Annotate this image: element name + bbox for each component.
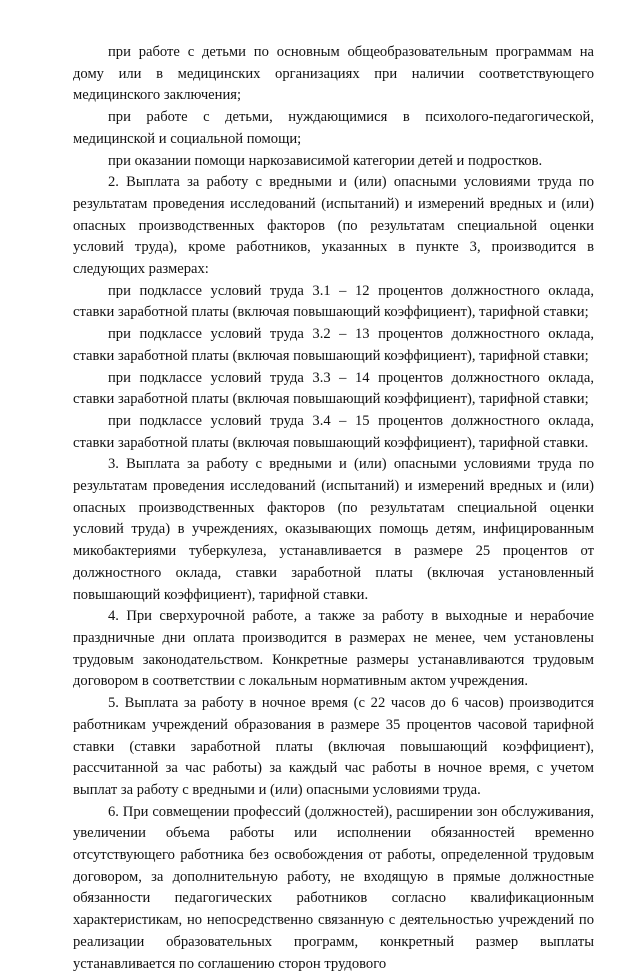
paragraph-item-4: 4. При сверхурочной работе, а также за работу в выходные и нерабочие праздничные дни оплата производится в размерах не менее, чем установлены трудовым законодательством. Конкретные размеры устанавливаются трудовым договором в соответствии с локальным нормативным актом учреждения. <box>73 608 594 690</box>
paragraph-item-2: 2. Выплата за работу с вредными и (или) опасными условиями труда по результатам проведения исследований (испытаний) и измерений вредных и (или) опасных производственных факторов (по результатам специальной оценки условий труда), кроме работников, указанных в пункте 3, производится в следующих размерах: <box>73 174 594 278</box>
paragraph-subclass-3-1: при подклассе условий труда 3.1 – 12 процентов должностного оклада, ставки заработной платы (включая повышающий коэффициент), тарифной ставки; <box>73 282 594 321</box>
paragraph-home-schooling: при работе с детьми по основным общеобразовательным программам на дому или в медицинских организациях при наличии соответствующего медицинского заключения; <box>73 44 594 104</box>
paragraph-subclass-3-3: при подклассе условий труда 3.3 – 14 процентов должностного оклада, ставки заработной платы (включая повышающий коэффициент), тарифной ставки; <box>73 369 594 408</box>
paragraph-subclass-3-2: при подклассе условий труда 3.2 – 13 процентов должностного оклада, ставки заработной платы (включая повышающий коэффициент), тарифной ставки; <box>73 326 594 364</box>
paragraph-item-3: 3. Выплата за работу с вредными и (или) опасными условиями труда по результатам проведения исследований (испытаний) и измерений вредных и (или) опасных производственных факторов (по результатам специальной оценки условий труда) в учреждениях, оказывающих помощь детям, инфицированным микобактериями туберкулеза, устанавливается в размере 25 процентов от должностного оклада, ставки заработной платы (включая установленный повышающий коэффициент), тарифной ставки. <box>73 456 594 603</box>
document-page <box>73 42 594 975</box>
paragraph-psych-help: при работе с детьми, нуждающимися в психолого-педагогической, медицинской и социальной помощи; <box>73 109 594 147</box>
paragraph-subclass-3-4: при подклассе условий труда 3.4 – 15 процентов должностного оклада, ставки заработной платы (включая повышающий коэффициент), тарифной ставки. <box>73 412 594 451</box>
paragraph-item-6: 6. При совмещении профессий (должностей), расширении зон обслуживания, увеличении объема работы или исполнении обязанностей временно отсутствующего работника без освобождения от работы, определенной трудовым договором, за дополнительную работу, не входящую в прямые должностные обязанности педагогических работников согласно квалификационным характеристикам, но непосредственно связанную с деятельностью учреждений по реализации образовательных программ, конкретный размер выплаты устанавливается по соглашению сторон трудового <box>73 803 594 972</box>
paragraph-item-5: 5. Выплата за работу в ночное время (с 22 часов до 6 часов) производится работникам учреждений образования в размере 35 процентов часовой тарифной ставки (ставки заработной платы (включая повышающий коэффициент), рассчитанной за час работы) за каждый час работы в ночное время, с учетом выплат за работу с вредными и (или) опасными условиями труда. <box>73 695 594 798</box>
paragraph-drug-addicted: при оказании помощи наркозависимой категории детей и подростков. <box>108 152 543 169</box>
